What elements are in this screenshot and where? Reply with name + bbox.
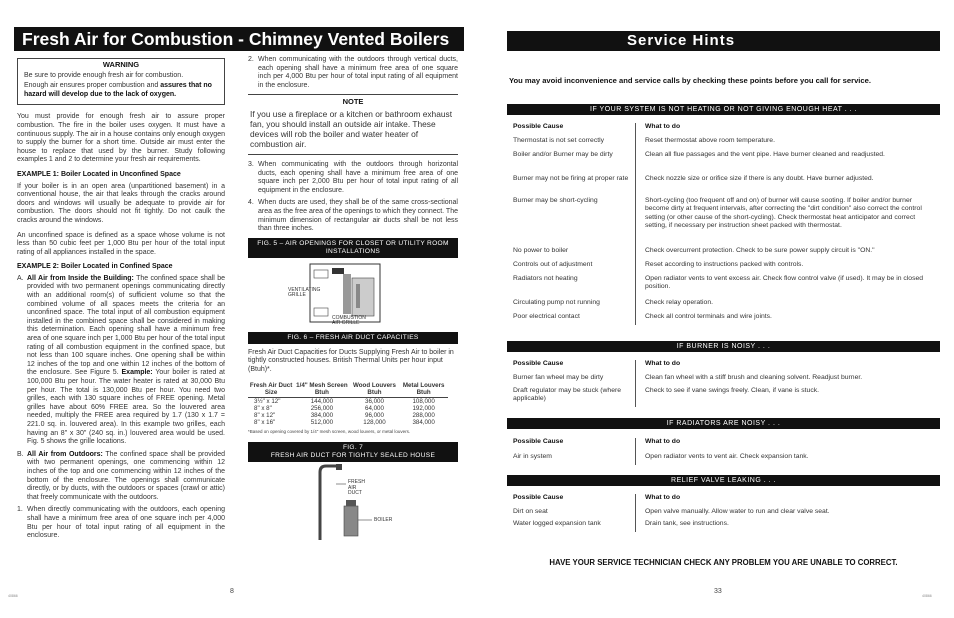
example-2-heading: EXAMPLE 2: Boiler Located in Confined Space — [17, 263, 173, 271]
table-footnote: *Based on opening covered by 1/4" mesh screen, wood louvers, or metal louvers. — [248, 428, 411, 434]
warning-line: Be sure to provide enough fresh air for combustion. — [24, 71, 184, 79]
note-title: NOTE — [342, 97, 364, 107]
table-header: Metal Louvers Btuh — [399, 381, 448, 398]
fig-7-illustration — [248, 462, 458, 542]
section-relief-valve-title: RELIEF VALVE LEAKING . . . — [507, 475, 940, 486]
table-header: Wood Louvers Btuh — [350, 381, 400, 398]
table-header: Fresh Air Duct Size — [249, 381, 293, 396]
section-burner-noisy-title: IF BURNER IS NOISY . . . — [507, 341, 940, 352]
fig-6-title: FIG. 6 – FRESH AIR DUCT CAPACITIES — [248, 332, 458, 344]
table-row: Air in system Open radiator vents to vent air. Check expansion tank. — [513, 453, 809, 460]
table-row: Radiators not heating Open radiator vents to vent excess air. Check flow control valve (if used). It may be in closed position. — [513, 275, 924, 291]
item-b: B. All Air from Outdoors: The confined space shall be provided with two permanent openings, one commencing within 12 inches of the top and one commencing within 12 inches of the bottom of the enclosure. The openings shall communicate directly, or by ducts, with the outdoors or spaces (crawl or attic) that freely communicate with the outdoors. — [17, 450, 226, 501]
left-column-2 — [248, 56, 458, 542]
table-row: No power to boiler Check overcurrent protection. Check to be sure power supply circuit is "ON." — [513, 247, 875, 254]
service-subhead: You may avoid inconvenience and service calls by checking these points before you call for service. — [509, 76, 871, 85]
fig-6-text: Fresh Air Duct Capacities for Ducts Supplying Fresh Air to boiler in tightly constructed houses. British Thermal Units per hour input (Btuh)*. — [248, 348, 454, 373]
ventilating-grille-label: VENTILATING GRILLE — [288, 286, 321, 299]
table-row: Circulating pump not running Check relay operation. — [513, 299, 714, 306]
table-row: Draft regulator may be stuck (where applicable) Check to see if vane swings freely. Clean, if vane is stuck. — [513, 387, 820, 403]
table-row: Burner may be short-cycling Short-cycling (too frequent off and on) of burner will cause sooting. If boiler and/or burner become dirty at frequent intervals, after correcting the "dirt condition" also correct the control setting (or other cause of the short-cycling). Check thermostat heat anticipator and correct setting, if necessary per instruction sheet packed with thermostat. — [513, 197, 922, 230]
section-not-heating-title: IF YOUR SYSTEM IS NOT HEATING OR NOT GIVING ENOUGH HEAT . . . — [507, 104, 940, 115]
table-header-row: Possible Cause What to do — [513, 123, 681, 130]
table-row: 8" x 12" 384,000 96,000 288,000 — [254, 411, 435, 419]
item-a: A. All Air from Inside the Building: The confined space shall be provided with two permanent openings communicating directly with an additional room(s) of sufficient volume so that the combined volume of all spaces meets the criteria for an unconfined space. The total input of all combustion equipment installed in the combined space shall be considered in making this determination. Each opening shall have a minimum free area of one square inch per 1,000 Btu per hour of the total input rating of all combustion equipment in the confined space, but not less than 100 square inches. One opening shall be within 12 inches of the top and one within 12 inches of the bottom of the enclosure. See Figure 5. Example: Your boiler is rated at 100,000 Btu per hour. The water heater is rated at 30,000 Btu per hour. The total is 130,000 Btu per hour. You need two grilles, each with 130 square inches of FREE opening. Metal grilles have about 60% FREE area. So the louvered area needed, multiply the FREE area required by 1.7 (130 x 1.7 = 221.0 sq. in. louvered area). In this example two grilles, each having an 8" x 30" (240 sq. in.) louvered area would be used. Fig. 5 shows the grille locations. — [17, 274, 225, 446]
doc-code: 40866 — [8, 594, 18, 598]
page-number: 8 — [230, 588, 234, 595]
table-row: Dirt on seat Open valve manually. Allow water to run and clear valve seat. — [513, 508, 830, 515]
note-box — [248, 94, 458, 155]
table-header-row: Possible Cause What to do — [513, 494, 681, 501]
duct-illustration — [248, 462, 458, 542]
duct-capacity-table — [248, 381, 448, 426]
example-1-heading: EXAMPLE 1: Boiler Located in Unconfined Space — [17, 170, 181, 178]
section-not-heating-table — [507, 123, 940, 325]
table-row: Burner fan wheel may be dirty Clean fan wheel with a stiff brush and cleaning solvent. Readjust burner. — [513, 374, 863, 381]
service-hints-title: Service Hints — [507, 31, 940, 51]
page-number: 33 — [714, 588, 722, 595]
item-3: 3. When communicating with the outdoors through horizontal ducts, each opening shall have a minimum free area of one square inch per 2,000 Btu per hour of total input rating of all equipment in the enclosure. — [248, 160, 458, 194]
example-1-paragraph: If your boiler is in an open area (unpartitioned basement) in a conventional house, the air that leaks through the cracks around doors and windows will usually be adequate to provide air for combustion. The doors should not fit tightly. Do not caulk the cracks around the windows. — [17, 182, 225, 224]
item-1: 1. When directly communicating with the outdoors, each opening shall have a minimum free area of one square inch per 4,000 Btu per hour of total input rating of all equipment in the enclosure. — [17, 506, 225, 540]
combustion-grille-label: COMBUSTION AIR GRILLE — [332, 314, 366, 327]
doc-code: 40866 — [922, 594, 932, 598]
table-header-row: Possible Cause What to do — [513, 438, 681, 445]
note-text: If you use a fireplace or a kitchen or bathroom exhaust fan, you should install an outside air intake. These devices will rob the boiler and water heater of combustion air. — [250, 108, 453, 149]
section-radiators-noisy-table — [507, 438, 940, 465]
table-row: 3½" x 12" 144,000 36,000 108,000 — [254, 397, 435, 405]
fig-7-title: FIG. 7 FRESH AIR DUCT FOR TIGHTLY SEALED HOUSE — [248, 442, 458, 462]
table-row: Water logged expansion tank Drain tank, see instructions. — [513, 520, 729, 527]
warning-box — [17, 58, 225, 105]
table-row: 8" x 16" 512,000 128,000 384,000 — [254, 418, 435, 426]
left-column-1 — [17, 58, 225, 545]
fig-5-illustration — [248, 258, 458, 328]
table-header-row: Possible Cause What to do — [513, 360, 681, 367]
table-row: Boiler and/or Burner may be dirty Clean all flue passages and the vent pipe. Have burner cleaned and readjusted. — [513, 151, 885, 158]
table-row: Poor electrical contact Check all control terminals and wire joints. — [513, 313, 772, 320]
fresh-air-duct-label: FRESH AIR DUCT — [348, 479, 365, 497]
fig-5-title: FIG. 5 – AIR OPENINGS FOR CLOSET OR UTILITY ROOM INSTALLATIONS — [248, 238, 458, 258]
warning-title: WARNING — [102, 60, 140, 69]
item-2: 2. When communicating with the outdoors through vertical ducts, each opening shall have a minimum free area of one square inch per 4,000 Btu per hour of total input rating of all equipment in the enclosure. — [248, 56, 458, 89]
right-page — [477, 0, 954, 618]
example-1-definition: An unconfined space is defined as a space whose volume is not less than 50 cubic feet per 1,000 Btu per hour of the total input rating of all appliances installed in the space. — [17, 231, 225, 256]
intro-paragraph: You must provide for enough fresh air to assure proper combustion. The fire in the boiler uses oxygen. It must have a continuous supply. The air in a house contains only enough oxygen to supply the burner for a short time. Outside air must enter the house to replace that used by the burner. Study following examples 1 and 2 to determine your fresh air requirements. — [17, 113, 225, 164]
section-radiators-noisy-title: IF RADIATORS ARE NOISY . . . — [507, 418, 940, 429]
section-burner-noisy-table — [507, 360, 940, 407]
boiler-label: BOILER — [374, 517, 393, 524]
table-row: Thermostat is not set correctly Reset thermostat above room temperature. — [513, 137, 775, 144]
table-row: Burner may not be firing at proper rate Check nozzle size or orifice size if there is any doubt. Have burner adjusted. — [513, 175, 874, 182]
warning-line: Enough air ensures proper combustion and assures that no hazard will develop due to the lack of oxygen. — [24, 82, 212, 98]
table-row: 8" x 8" 256,000 64,000 192,000 — [254, 404, 435, 412]
service-technician-notice: HAVE YOUR SERVICE TECHNICIAN CHECK ANY PROBLEM YOU ARE UNABLE TO CORRECT. — [549, 558, 898, 567]
table-row: Controls out of adjustment Reset according to instructions packed with controls. — [513, 261, 804, 268]
section-relief-valve-table — [507, 494, 940, 532]
page-title: Fresh Air for Combustion - Chimney Vented Boilers — [14, 27, 464, 51]
item-4: 4. When ducts are used, they shall be of the same cross-sectional area as the free area of the openings to which they connect. The minimum dimension of rectangular air ducts shall be not less than three inches. — [248, 199, 458, 233]
table-header: 1/4" Mesh Screen Btuh — [294, 381, 350, 398]
